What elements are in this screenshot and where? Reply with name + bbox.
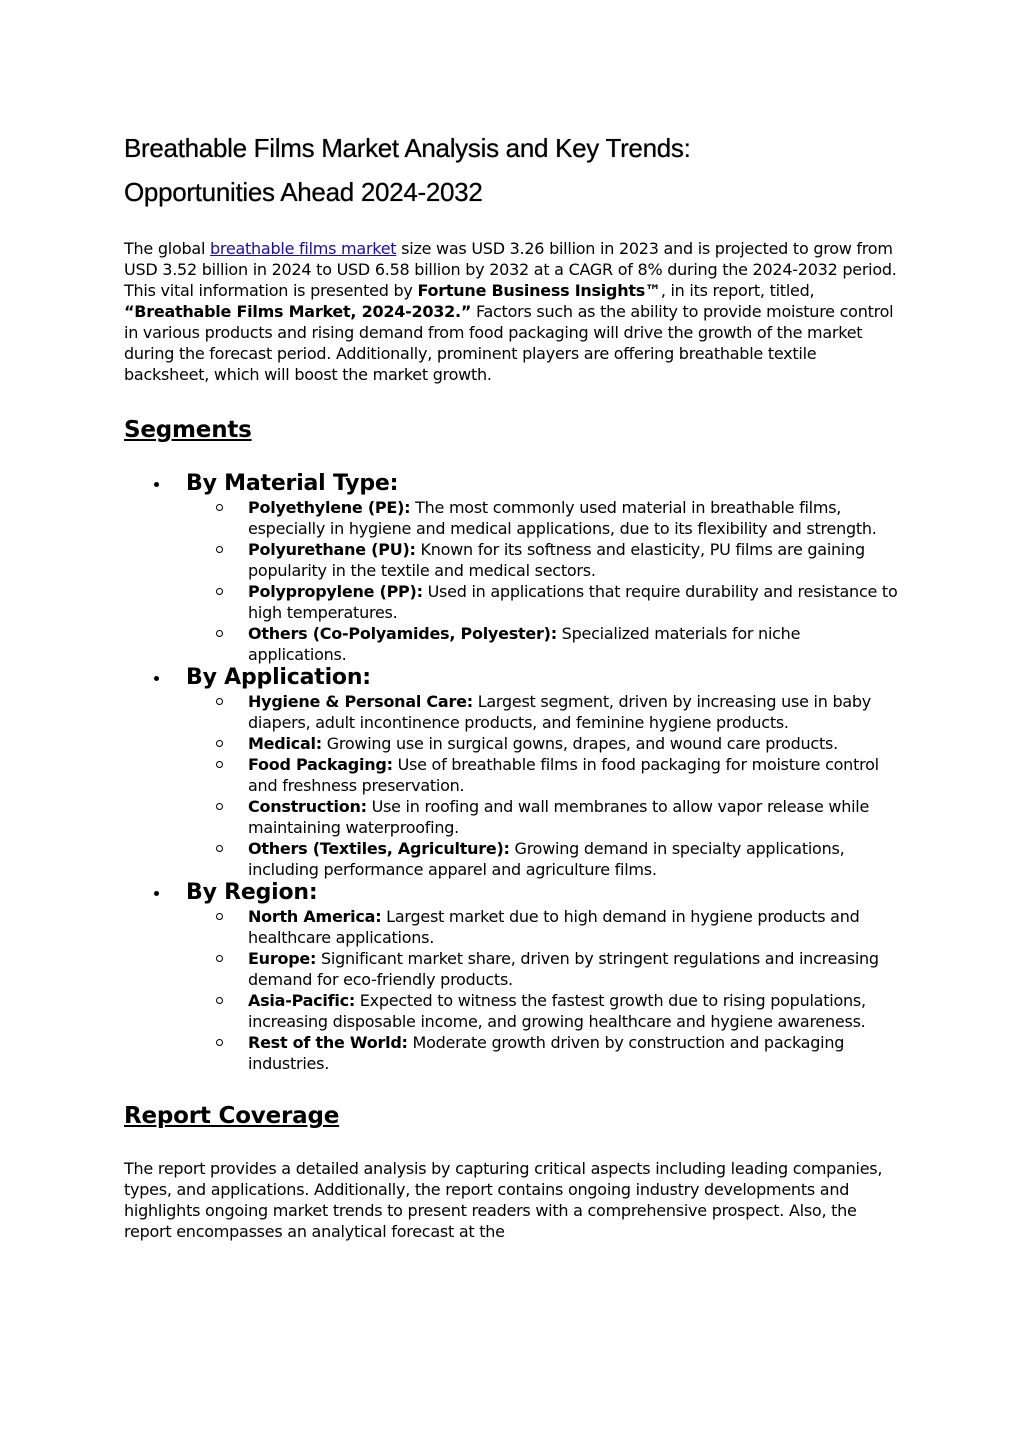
segment-item-label: Polyethylene (PE): (248, 498, 411, 517)
segment-group (124, 665, 902, 880)
segment-item-description: Specialized materials for niche applications. (248, 624, 801, 664)
segment-list-item (124, 796, 902, 838)
segment-item-label: Food Packaging: (248, 755, 393, 774)
segment-group-title-text: By Application: (186, 665, 371, 690)
segment-item-description: The most commonly used material in breathable films, especially in hygiene and medical applications, due to its flexibility and strength. (248, 498, 877, 538)
title-line-2: Opportunities Ahead 2024-2032 (124, 177, 483, 207)
bullet-circle-icon (216, 913, 223, 920)
segment-group (124, 880, 902, 1074)
segment-group-title (124, 471, 902, 497)
intro-text-3: , in its report, titled, (660, 281, 815, 300)
bullet-circle-icon (216, 588, 223, 595)
intro-paragraph (124, 238, 902, 385)
segment-list-item (124, 990, 902, 1032)
segment-list-item (124, 539, 902, 581)
segment-item-label: Europe: (248, 949, 317, 968)
bullet-circle-icon (216, 845, 223, 852)
breathable-films-market-link[interactable]: breathable films market (209, 239, 397, 258)
segment-item-label: Construction: (248, 797, 367, 816)
segment-group (124, 471, 902, 665)
segment-item-description: Use of breathable films in food packaging for moisture control and freshness preservation. (248, 755, 879, 795)
segment-item-label: Others (Textiles, Agriculture): (248, 839, 510, 858)
segment-item-description: Growing use in surgical gowns, drapes, and wound care products. (321, 734, 838, 753)
bullet-circle-icon (216, 997, 223, 1004)
segment-sub-list (124, 691, 902, 880)
segment-item-description: Largest market due to high demand in hygiene products and healthcare applications. (248, 907, 860, 947)
bullet-circle-icon (216, 1039, 223, 1046)
segment-item-description: Largest segment, driven by increasing use in baby diapers, adult incontinence products, and feminine hygiene products. (248, 692, 872, 732)
bullet-circle-icon (216, 761, 223, 768)
segment-sub-list (124, 497, 902, 665)
segment-list-item (124, 691, 902, 733)
bullet-circle-icon (216, 803, 223, 810)
segment-list-item (124, 754, 902, 796)
document-page (124, 126, 902, 1242)
intro-text-1: The global (124, 239, 210, 258)
bullet-dot-icon (154, 676, 159, 681)
segment-list-item (124, 497, 902, 539)
segment-item-label: Rest of the World: (248, 1033, 408, 1052)
segment-item-description: Known for its softness and elasticity, PU films are gaining popularity in the textile and medical sectors. (248, 540, 865, 580)
bullet-dot-icon (154, 891, 159, 896)
segment-list-item (124, 1032, 902, 1074)
intro-bold-report-title: “Breathable Films Market, 2024-2032.” (124, 302, 472, 321)
intro-text-4: Factors such as the ability to provide moisture control in various products and rising demand from food packaging will drive the growth of the market during the forecast period. Additionally, prominent players are offering breathable textile backsheet, which will boost the market growth. (124, 302, 894, 384)
segment-group-title-text: By Material Type: (186, 471, 399, 496)
bullet-circle-icon (216, 698, 223, 705)
report-coverage-heading: Report Coverage (124, 1103, 340, 1129)
segment-item-label: North America: (248, 907, 382, 926)
bullet-circle-icon (216, 630, 223, 637)
segment-list-item (124, 838, 902, 880)
segment-item-description: Significant market share, driven by stringent regulations and increasing demand for eco-friendly products. (248, 949, 879, 989)
document-title (124, 126, 902, 214)
segment-sub-list (124, 906, 902, 1074)
segment-item-description: Growing demand in specialty applications, including performance apparel and agriculture films. (248, 839, 845, 879)
segment-item-description: Moderate growth driven by construction and packaging industries. (248, 1033, 845, 1073)
segment-item-description: Use in roofing and wall membranes to allow vapor release while maintaining waterproofing. (248, 797, 870, 837)
segment-item-label: Polyurethane (PU): (248, 540, 416, 559)
segment-group-title-text: By Region: (186, 880, 318, 905)
segment-item-label: Polypropylene (PP): (248, 582, 423, 601)
segment-group-title (124, 880, 902, 906)
bullet-circle-icon (216, 740, 223, 747)
bullet-circle-icon (216, 546, 223, 553)
report-coverage-paragraph: The report provides a detailed analysis by capturing critical aspects including leading companies, types, and applications. Additionally, the report contains ongoing industry developments and highlights ongoing market trends to present readers with a comprehensive prospect. Also, the report encompasses an analytical forecast at the (124, 1159, 883, 1241)
intro-text-2: size was USD 3.26 billion in 2023 and is projected to grow from USD 3.52 billion in 2024 to USD 6.58 billion by 2032 at a CAGR of 8% during the 2024-2032 period. This vital information is presented by (124, 239, 897, 300)
segment-item-label: Hygiene & Personal Care: (248, 692, 473, 711)
segment-list-item (124, 948, 902, 990)
segment-item-label: Others (Co-Polyamides, Polyester): (248, 624, 557, 643)
title-line-1: Breathable Films Market Analysis and Key Trends: (124, 133, 691, 163)
segments-list (124, 471, 902, 1074)
segment-item-label: Medical: (248, 734, 322, 753)
segment-list-item (124, 623, 902, 665)
segments-heading: Segments (124, 417, 252, 443)
intro-bold-publisher: Fortune Business Insights™ (417, 281, 661, 300)
segment-item-label: Asia-Pacific: (248, 991, 355, 1010)
segment-list-item (124, 581, 902, 623)
segment-list-item (124, 733, 902, 754)
bullet-dot-icon (154, 482, 159, 487)
segment-item-description: Expected to witness the fastest growth due to rising populations, increasing disposable income, and growing healthcare and hygiene awareness. (248, 991, 866, 1031)
segment-item-description: Used in applications that require durability and resistance to high temperatures. (248, 582, 898, 622)
bullet-circle-icon (216, 955, 223, 962)
segment-list-item (124, 906, 902, 948)
segment-group-title (124, 665, 902, 691)
bullet-circle-icon (216, 504, 223, 511)
